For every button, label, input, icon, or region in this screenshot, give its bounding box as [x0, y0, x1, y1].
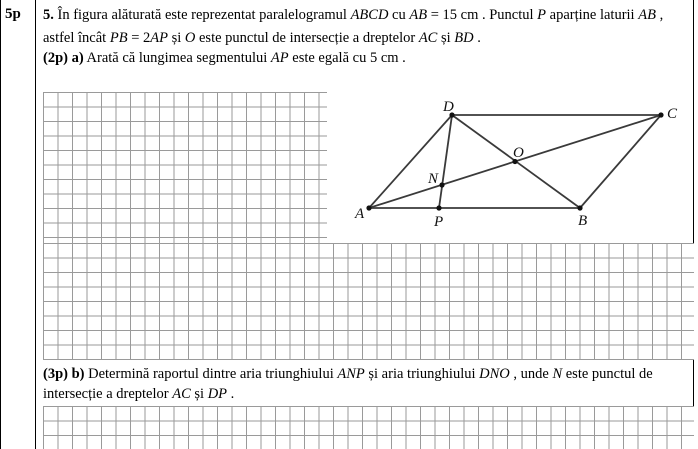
point-A [366, 205, 371, 210]
label-C: C [667, 106, 678, 122]
label-N: N [428, 171, 439, 187]
label-O: O [513, 145, 524, 161]
part-b-question-line-1: (3p) b) Determină raportul dintre aria triunghiului ANP și aria triunghiului DNO , unde N este punctul de [43, 366, 653, 382]
part-a-question: (2p) a) Arată că lungimea segmentului AP este egală cu 5 cm . [43, 50, 406, 66]
part-a-label: (2p) a) [43, 50, 84, 66]
label-P: P [434, 214, 444, 230]
point-P [436, 205, 441, 210]
part-b-label: (3p) b) [43, 366, 85, 382]
point-N [439, 182, 444, 187]
part-b-question-line-2: intersecție a dreptelor AC și DP . [43, 386, 235, 402]
segment-DP [439, 115, 452, 208]
point-C [658, 112, 663, 117]
label-D: D [443, 99, 454, 115]
point-B [577, 205, 582, 210]
answer-grid-b[interactable] [43, 406, 694, 449]
label-A: A [355, 206, 365, 222]
problem-number: 5. [43, 7, 54, 23]
points-column-divider [35, 0, 36, 449]
left-border [0, 0, 1, 449]
answer-grid-a-upper[interactable] [43, 92, 327, 244]
points-score: 5p [5, 6, 21, 22]
right-border [693, 0, 694, 449]
segment-BC [580, 115, 661, 208]
statement-line-2: astfel încât PB = 2AP și O este punctul de intersecție a dreptelor AC și BD . [43, 30, 481, 46]
statement-line-1: 5. În figura alăturată este reprezentat paralelogramul ABCD cu AB = 15 cm . Punctul P aparține laturii AB , [43, 7, 664, 23]
parallelogram-figure [327, 92, 693, 243]
answer-grid-a-lower[interactable] [43, 243, 694, 360]
label-B: B [578, 213, 588, 229]
